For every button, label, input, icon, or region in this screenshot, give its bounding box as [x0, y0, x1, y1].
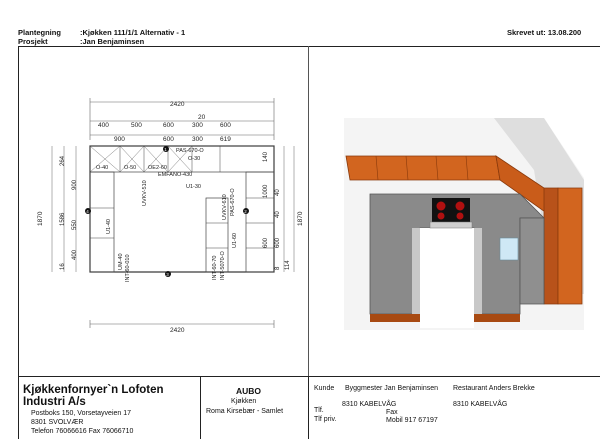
- marker-1: 1: [164, 147, 167, 152]
- unit-label: U1-60: [232, 233, 238, 248]
- marker-4: 4: [86, 209, 89, 214]
- tb-divider-1: [200, 376, 201, 439]
- dim-right-4: 40: [275, 189, 281, 196]
- dim-top-row1-3: 300: [192, 122, 203, 129]
- dim-top-row2-1: 600: [163, 136, 174, 143]
- dim-left-3: 550: [72, 219, 78, 230]
- tb-divider-2: [308, 376, 309, 439]
- sheet-left-border: [18, 46, 19, 439]
- unit-label: INT-5070-O: [220, 251, 226, 280]
- header-rule: [18, 46, 600, 47]
- unit-label: PAS-670-O: [230, 188, 236, 216]
- style-name: Roma Kirsebær - Samlet: [206, 408, 284, 415]
- dim-top-row2-0: 900: [114, 136, 125, 143]
- company-phone: Telefon 76066616 Fax 76066710: [31, 428, 134, 435]
- view-divider: [308, 46, 309, 376]
- dim-top-total: 2420: [170, 101, 185, 108]
- customer-fax: Fax: [386, 409, 398, 416]
- unit-label: UM-40: [118, 253, 124, 270]
- marker-3: 3: [166, 272, 169, 277]
- delivery-name: Restaurant Anders Brekke: [453, 385, 535, 392]
- dim-top-row1-1: 500: [131, 122, 142, 129]
- unit-label: OE2-60: [148, 165, 167, 171]
- unit-label: U1-40: [106, 219, 112, 234]
- kitchen-3d-render: [344, 118, 584, 330]
- dim-right-7: 114: [285, 260, 291, 270]
- brand-name: AUBO: [236, 386, 262, 396]
- unit-label: UVKV-510: [142, 180, 148, 206]
- printed-date: Skrevet ut: 13.08.200: [507, 28, 582, 37]
- customer-label: Kunde: [314, 385, 335, 392]
- project-value: :Jan Benjaminsen: [80, 37, 145, 46]
- dim-bottom-total: 2420: [170, 327, 185, 334]
- dim-right-1: 1000: [263, 184, 269, 198]
- company-address: Postboks 150, Vorsetayveien 17: [31, 410, 132, 417]
- phone-private-label: Tlf priv.: [314, 416, 337, 423]
- unit-label: O-50: [124, 165, 137, 171]
- company-name-line1: Kjøkkenfornyer`n Lofoten: [23, 384, 164, 396]
- delivery-city: 8310 KABELVÅG: [453, 401, 508, 408]
- dim-left-2: 1586: [60, 212, 66, 226]
- dim-right-2: 600: [263, 237, 269, 248]
- unit-label: U1-30: [186, 184, 201, 190]
- customer-mobile: Mobil 917 67197: [386, 417, 438, 424]
- dim-right-total: 1870: [297, 211, 304, 226]
- unit-label: O-30: [188, 156, 201, 162]
- drawing-value: :Kjøkken 111/1/1 Alternativ - 1: [80, 28, 186, 37]
- dim-right-3: 600: [275, 237, 281, 248]
- dim-right-0: 140: [263, 151, 269, 162]
- unit-label: O-40: [96, 165, 109, 171]
- phone-label: Tlf.: [314, 407, 324, 414]
- unit-label: EMFANO-430: [158, 172, 193, 178]
- dim-left-0: 264: [60, 155, 66, 166]
- dim-top-extra: 20: [198, 114, 206, 121]
- marker-2: 2: [244, 209, 247, 214]
- dim-left-5: 16: [60, 263, 66, 270]
- company-name-line2: Industri A/s: [23, 396, 86, 408]
- drawing-label: Plantegning: [18, 28, 61, 37]
- dim-left-1: 900: [72, 179, 78, 190]
- dim-top-row2-3: 619: [220, 136, 231, 143]
- unit-label: UVKV-610: [222, 194, 228, 220]
- dim-right-5: 40: [275, 211, 281, 218]
- room-name: Kjøkken: [231, 398, 257, 405]
- dim-left-total: 1870: [37, 211, 44, 226]
- dim-right-6: 8: [275, 266, 281, 270]
- customer-city: 8310 KABELVÅG: [342, 401, 397, 408]
- unit-label: INT-60-010: [125, 254, 131, 282]
- unit-label: PAS-670-O: [176, 148, 204, 154]
- project-label: Prosjekt: [18, 37, 48, 46]
- floor-plan: [20, 48, 306, 374]
- titleblock-rule: [18, 376, 600, 377]
- customer-name: Byggmester Jan Benjaminsen: [345, 385, 438, 392]
- dim-top-row1-2: 600: [163, 122, 174, 129]
- dim-top-row1-4: 600: [220, 122, 231, 129]
- dim-top-row1-0: 400: [98, 122, 109, 129]
- dim-left-4: 400: [72, 249, 78, 260]
- dim-top-row2-2: 300: [192, 136, 203, 143]
- unit-label: INT-60-70: [212, 255, 218, 280]
- company-postal: 8301 SVOLVÆR: [31, 419, 84, 426]
